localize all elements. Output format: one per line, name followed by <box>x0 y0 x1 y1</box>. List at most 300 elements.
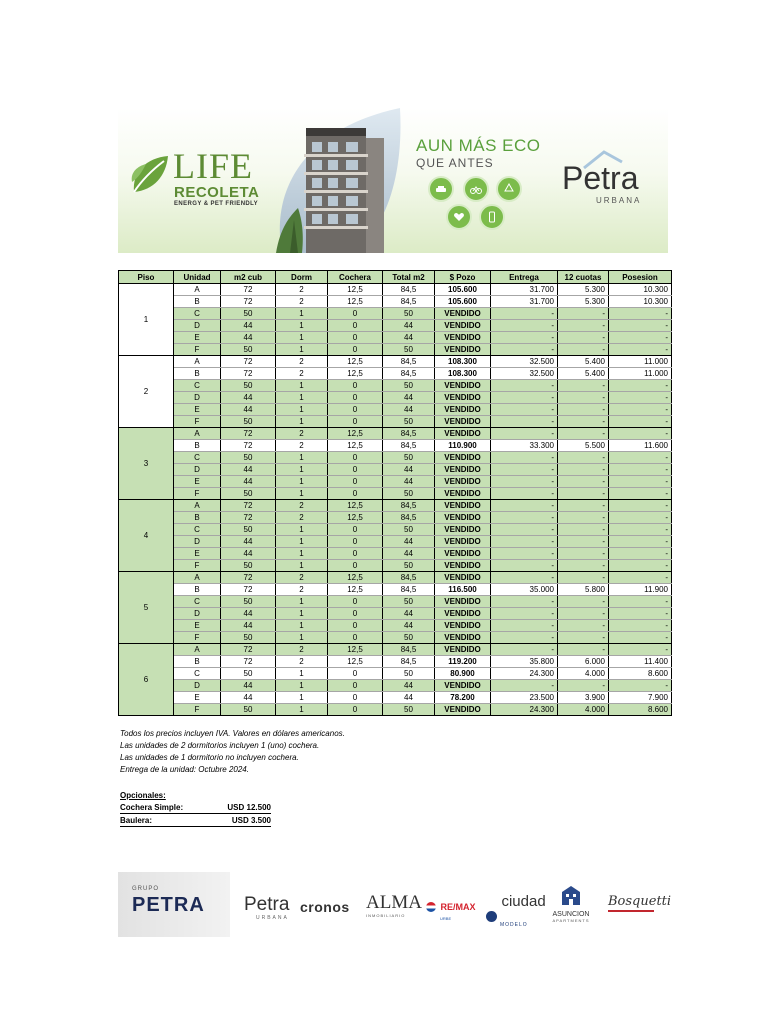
table-cell: 35.800 <box>491 656 558 668</box>
table-cell: - <box>609 596 672 608</box>
table-cell: VENDIDO <box>435 620 491 632</box>
table-cell: - <box>609 644 672 656</box>
table-cell: 50 <box>221 632 276 644</box>
table-cell: 0 <box>328 452 383 464</box>
table-cell: 50 <box>221 308 276 320</box>
alma-name: ALMA <box>366 892 422 913</box>
table-cell: - <box>558 620 609 632</box>
table-cell: 0 <box>328 608 383 620</box>
table-cell: 2 <box>276 368 328 380</box>
table-cell: 50 <box>221 344 276 356</box>
table-cell: B <box>174 296 221 308</box>
table-cell: 1 <box>276 320 328 332</box>
table-cell: 72 <box>221 356 276 368</box>
table-cell: 72 <box>221 284 276 296</box>
optional-value: USD 3.500 <box>231 816 271 825</box>
table-row <box>119 428 672 440</box>
table-cell: C <box>174 668 221 680</box>
table-cell: 50 <box>383 704 435 716</box>
table-cell: 12,5 <box>328 440 383 452</box>
floor-cell: 2 <box>119 356 174 428</box>
table-cell: 4.000 <box>558 704 609 716</box>
table-cell: VENDIDO <box>435 344 491 356</box>
table-cell: 23.500 <box>491 692 558 704</box>
table-cell: 1 <box>276 560 328 572</box>
table-cell: 50 <box>221 560 276 572</box>
table-cell: VENDIDO <box>435 632 491 644</box>
table-cell: 6.000 <box>558 656 609 668</box>
table-row <box>119 548 672 560</box>
table-row <box>119 680 672 692</box>
table-cell: 8.600 <box>609 668 672 680</box>
table-cell: 1 <box>276 332 328 344</box>
table-cell: 78.200 <box>435 692 491 704</box>
table-cell: VENDIDO <box>435 380 491 392</box>
table-cell: 10.300 <box>609 296 672 308</box>
table-cell: 12,5 <box>328 284 383 296</box>
table-header-row <box>119 271 672 284</box>
table-cell: - <box>558 404 609 416</box>
ciudad-name: ciudad <box>501 893 546 910</box>
alma-sub: INMOBILIARIO <box>366 913 406 918</box>
table-cell: - <box>558 380 609 392</box>
table-cell: 1 <box>276 548 328 560</box>
table-cell: 84,5 <box>383 428 435 440</box>
signature-name: Bosquetti <box>608 894 672 909</box>
table-cell: 44 <box>221 332 276 344</box>
table-cell: 2 <box>276 572 328 584</box>
table-cell: 2 <box>276 440 328 452</box>
table-row <box>119 692 672 704</box>
table-cell: - <box>558 644 609 656</box>
table-row <box>119 380 672 392</box>
project-banner <box>118 108 668 253</box>
table-cell: VENDIDO <box>435 596 491 608</box>
table-cell: D <box>174 392 221 404</box>
table-cell: 12,5 <box>328 428 383 440</box>
table-cell: 2 <box>276 296 328 308</box>
table-cell: - <box>609 632 672 644</box>
table-cell: 5.500 <box>558 440 609 452</box>
table-cell: VENDIDO <box>435 428 491 440</box>
table-cell: VENDIDO <box>435 524 491 536</box>
life-tagline: ENERGY & PET FRIENDLY <box>174 201 259 207</box>
optional-row <box>120 802 271 814</box>
table-row <box>119 296 672 308</box>
table-cell: D <box>174 680 221 692</box>
remax-logo <box>426 898 475 921</box>
table-cell: 11.900 <box>609 584 672 596</box>
table-cell: - <box>491 380 558 392</box>
table-cell: 1 <box>276 392 328 404</box>
table-cell: A <box>174 500 221 512</box>
table-cell: 80.900 <box>435 668 491 680</box>
table-cell: - <box>491 500 558 512</box>
table-row <box>119 308 672 320</box>
table-cell: F <box>174 632 221 644</box>
table-cell: 72 <box>221 440 276 452</box>
table-cell: 2 <box>276 584 328 596</box>
table-cell: - <box>558 548 609 560</box>
table-cell: - <box>491 476 558 488</box>
table-cell: - <box>558 392 609 404</box>
optionals-title: Opcionales: <box>120 791 166 800</box>
table-cell: 5.300 <box>558 296 609 308</box>
table-cell: 84,5 <box>383 644 435 656</box>
table-cell: 0 <box>328 332 383 344</box>
table-cell: 50 <box>383 668 435 680</box>
table-cell: - <box>491 320 558 332</box>
table-cell: 44 <box>221 620 276 632</box>
table-cell: 0 <box>328 560 383 572</box>
table-cell: 1 <box>276 524 328 536</box>
table-cell: 50 <box>383 524 435 536</box>
table-cell: - <box>491 536 558 548</box>
petra-urbana-logo <box>244 895 289 921</box>
table-cell: A <box>174 284 221 296</box>
table-cell: 84,5 <box>383 656 435 668</box>
table-cell: - <box>558 416 609 428</box>
phone-icon <box>479 204 505 230</box>
note-line: Las unidades de 2 dormitorios incluyen 1 (uno) cochera. <box>120 741 320 750</box>
header-cell: Entrega <box>491 271 558 284</box>
table-cell: 0 <box>328 404 383 416</box>
table-cell: 12,5 <box>328 500 383 512</box>
table-cell: 35.000 <box>491 584 558 596</box>
table-cell: - <box>558 320 609 332</box>
table-cell: - <box>609 452 672 464</box>
table-row <box>119 476 672 488</box>
table-cell: 0 <box>328 536 383 548</box>
table-cell: 50 <box>383 452 435 464</box>
table-cell: - <box>491 572 558 584</box>
table-cell: - <box>558 344 609 356</box>
table-cell: - <box>491 452 558 464</box>
table-cell: 2 <box>276 512 328 524</box>
table-cell: 3.900 <box>558 692 609 704</box>
table-cell: - <box>609 476 672 488</box>
table-cell: - <box>609 416 672 428</box>
table-row <box>119 596 672 608</box>
table-cell: - <box>558 560 609 572</box>
table-cell: 2 <box>276 500 328 512</box>
table-cell: 0 <box>328 380 383 392</box>
table-cell: 50 <box>383 596 435 608</box>
asuncion-building-icon <box>560 884 582 906</box>
table-cell: 105.600 <box>435 296 491 308</box>
table-cell: - <box>609 428 672 440</box>
car-icon <box>428 176 454 202</box>
table-cell: 50 <box>383 380 435 392</box>
table-cell: 44 <box>383 680 435 692</box>
table-row <box>119 440 672 452</box>
table-cell: 12,5 <box>328 572 383 584</box>
table-cell: - <box>491 332 558 344</box>
table-cell: 84,5 <box>383 440 435 452</box>
table-cell: 24.300 <box>491 668 558 680</box>
table-cell: - <box>491 548 558 560</box>
table-cell: VENDIDO <box>435 680 491 692</box>
table-cell: 84,5 <box>383 356 435 368</box>
petra-logo-subtitle: URBANA <box>596 196 642 205</box>
table-cell: VENDIDO <box>435 644 491 656</box>
table-cell: 50 <box>221 524 276 536</box>
table-cell: 0 <box>328 308 383 320</box>
table-cell: F <box>174 704 221 716</box>
table-cell: 2 <box>276 428 328 440</box>
table-cell: 5.300 <box>558 284 609 296</box>
remax-sub: URBE <box>440 916 452 921</box>
table-cell: VENDIDO <box>435 332 491 344</box>
table-cell: - <box>491 524 558 536</box>
floor-cell: 1 <box>119 284 174 356</box>
table-cell: 31.700 <box>491 284 558 296</box>
table-cell: 44 <box>383 476 435 488</box>
table-row <box>119 704 672 716</box>
table-cell: A <box>174 572 221 584</box>
table-cell: 50 <box>383 632 435 644</box>
table-cell: 1 <box>276 308 328 320</box>
table-cell: F <box>174 416 221 428</box>
table-cell: 84,5 <box>383 284 435 296</box>
header-cell: Piso <box>119 271 174 284</box>
table-cell: 1 <box>276 476 328 488</box>
table-cell: 0 <box>328 632 383 644</box>
optional-row <box>120 815 271 827</box>
table-cell: 12,5 <box>328 644 383 656</box>
petra-logo: Petra <box>562 160 639 196</box>
table-cell: 44 <box>221 680 276 692</box>
table-cell: 0 <box>328 320 383 332</box>
table-cell: VENDIDO <box>435 308 491 320</box>
table-cell: - <box>609 344 672 356</box>
table-cell: - <box>491 488 558 500</box>
table-cell: - <box>558 332 609 344</box>
table-row <box>119 464 672 476</box>
table-cell: - <box>609 560 672 572</box>
table-row <box>119 608 672 620</box>
table-cell: 50 <box>383 416 435 428</box>
table-cell: - <box>609 320 672 332</box>
eco-subheadline: QUE ANTES <box>416 156 494 170</box>
table-cell: 50 <box>383 560 435 572</box>
table-cell: 50 <box>221 488 276 500</box>
optional-label: Cochera Simple: <box>120 803 184 812</box>
table-cell: 0 <box>328 524 383 536</box>
table-row <box>119 356 672 368</box>
table-cell: 1 <box>276 704 328 716</box>
table-cell: - <box>558 536 609 548</box>
table-cell: C <box>174 524 221 536</box>
table-cell: - <box>609 404 672 416</box>
table-row <box>119 668 672 680</box>
table-cell: A <box>174 356 221 368</box>
floor-cell: 6 <box>119 644 174 716</box>
table-cell: 105.600 <box>435 284 491 296</box>
table-cell: F <box>174 488 221 500</box>
table-cell: 32.500 <box>491 368 558 380</box>
table-cell: VENDIDO <box>435 704 491 716</box>
table-cell: 12,5 <box>328 368 383 380</box>
table-row <box>119 620 672 632</box>
table-cell: 50 <box>221 596 276 608</box>
table-cell: 0 <box>328 668 383 680</box>
table-cell: - <box>558 632 609 644</box>
table-cell: 44 <box>383 392 435 404</box>
table-cell: VENDIDO <box>435 464 491 476</box>
table-cell: 0 <box>328 344 383 356</box>
table-cell: 2 <box>276 656 328 668</box>
header-cell: m2 cub <box>221 271 276 284</box>
table-cell: VENDIDO <box>435 452 491 464</box>
table-cell: - <box>491 608 558 620</box>
table-row <box>119 452 672 464</box>
table-cell: 12,5 <box>328 296 383 308</box>
table-cell: 50 <box>221 704 276 716</box>
header-cell: Unidad <box>174 271 221 284</box>
table-cell: - <box>558 452 609 464</box>
remax-name: RE/MAX <box>440 901 476 912</box>
table-cell: 1 <box>276 404 328 416</box>
table-row <box>119 416 672 428</box>
table-cell: VENDIDO <box>435 536 491 548</box>
table-cell: - <box>609 512 672 524</box>
table-cell: 110.900 <box>435 440 491 452</box>
header-cell: Posesion <box>609 271 672 284</box>
table-cell: 0 <box>328 488 383 500</box>
table-cell: 4.000 <box>558 668 609 680</box>
table-cell: - <box>609 680 672 692</box>
table-row <box>119 656 672 668</box>
header-cell: 12 cuotas <box>558 271 609 284</box>
header-cell: Dorm <box>276 271 328 284</box>
price-table <box>118 270 672 716</box>
table-cell: - <box>491 632 558 644</box>
table-cell: 0 <box>328 416 383 428</box>
table-cell: 72 <box>221 644 276 656</box>
table-cell: 44 <box>383 404 435 416</box>
table-cell: - <box>609 464 672 476</box>
table-cell: 0 <box>328 680 383 692</box>
table-cell: 2 <box>276 284 328 296</box>
table-cell: 1 <box>276 596 328 608</box>
table-cell: 44 <box>221 404 276 416</box>
table-cell: B <box>174 512 221 524</box>
table-cell: 116.500 <box>435 584 491 596</box>
table-cell: B <box>174 584 221 596</box>
building-render-image <box>276 108 404 253</box>
table-cell: 84,5 <box>383 584 435 596</box>
table-cell: E <box>174 404 221 416</box>
table-row <box>119 344 672 356</box>
table-cell: 50 <box>221 668 276 680</box>
table-cell: VENDIDO <box>435 512 491 524</box>
table-cell: - <box>491 620 558 632</box>
table-cell: 44 <box>221 464 276 476</box>
table-cell: C <box>174 596 221 608</box>
table-cell: 84,5 <box>383 500 435 512</box>
table-cell: 5.400 <box>558 356 609 368</box>
table-cell: 72 <box>221 428 276 440</box>
asuncion-name: ASUNCION <box>552 911 590 918</box>
remax-balloon-icon <box>426 902 436 912</box>
table-cell: E <box>174 548 221 560</box>
table-row <box>119 392 672 404</box>
notes <box>120 728 345 776</box>
table-cell: A <box>174 644 221 656</box>
table-cell: D <box>174 464 221 476</box>
table-cell: 33.300 <box>491 440 558 452</box>
table-cell: E <box>174 476 221 488</box>
table-cell: 12,5 <box>328 584 383 596</box>
table-cell: C <box>174 380 221 392</box>
table-cell: 2 <box>276 644 328 656</box>
table-cell: - <box>558 488 609 500</box>
table-cell: VENDIDO <box>435 404 491 416</box>
table-cell: 10.300 <box>609 284 672 296</box>
table-cell: 84,5 <box>383 572 435 584</box>
table-row <box>119 524 672 536</box>
table-cell: E <box>174 620 221 632</box>
table-cell: VENDIDO <box>435 476 491 488</box>
table-cell: 84,5 <box>383 368 435 380</box>
table-cell: 2 <box>276 356 328 368</box>
leaf-logo-icon <box>130 152 170 198</box>
table-cell: 44 <box>221 320 276 332</box>
floor-cell: 4 <box>119 500 174 572</box>
table-cell: 1 <box>276 620 328 632</box>
table-cell: 0 <box>328 464 383 476</box>
table-cell: - <box>491 596 558 608</box>
table-cell: - <box>609 536 672 548</box>
table-cell: VENDIDO <box>435 608 491 620</box>
table-cell: 44 <box>383 320 435 332</box>
table-cell: - <box>558 308 609 320</box>
table-cell: VENDIDO <box>435 320 491 332</box>
table-cell: VENDIDO <box>435 392 491 404</box>
table-cell: 11.000 <box>609 356 672 368</box>
ciudad-modelo-logo <box>486 893 546 928</box>
floor-cell: 3 <box>119 428 174 500</box>
table-cell: 0 <box>328 620 383 632</box>
petra-urbana-sub: URBANA <box>256 915 289 921</box>
cronos-logo: cronos <box>300 899 350 915</box>
table-cell: 7.900 <box>609 692 672 704</box>
table-cell: 1 <box>276 608 328 620</box>
table-row <box>119 404 672 416</box>
table-cell: 11.000 <box>609 368 672 380</box>
table-cell: 44 <box>383 536 435 548</box>
table-cell: 72 <box>221 368 276 380</box>
table-cell: 84,5 <box>383 296 435 308</box>
table-cell: 1 <box>276 692 328 704</box>
table-cell: VENDIDO <box>435 500 491 512</box>
life-title: LIFE <box>173 146 253 186</box>
life-subtitle: RECOLETA <box>174 184 260 201</box>
table-row <box>119 500 672 512</box>
table-cell: 108.300 <box>435 356 491 368</box>
table-cell: B <box>174 440 221 452</box>
table-cell: - <box>609 608 672 620</box>
table-cell: B <box>174 368 221 380</box>
table-cell: 72 <box>221 572 276 584</box>
table-cell: - <box>491 680 558 692</box>
table-cell: 44 <box>221 536 276 548</box>
table-cell: - <box>558 680 609 692</box>
table-cell: VENDIDO <box>435 488 491 500</box>
table-row <box>119 560 672 572</box>
table-cell: 24.300 <box>491 704 558 716</box>
